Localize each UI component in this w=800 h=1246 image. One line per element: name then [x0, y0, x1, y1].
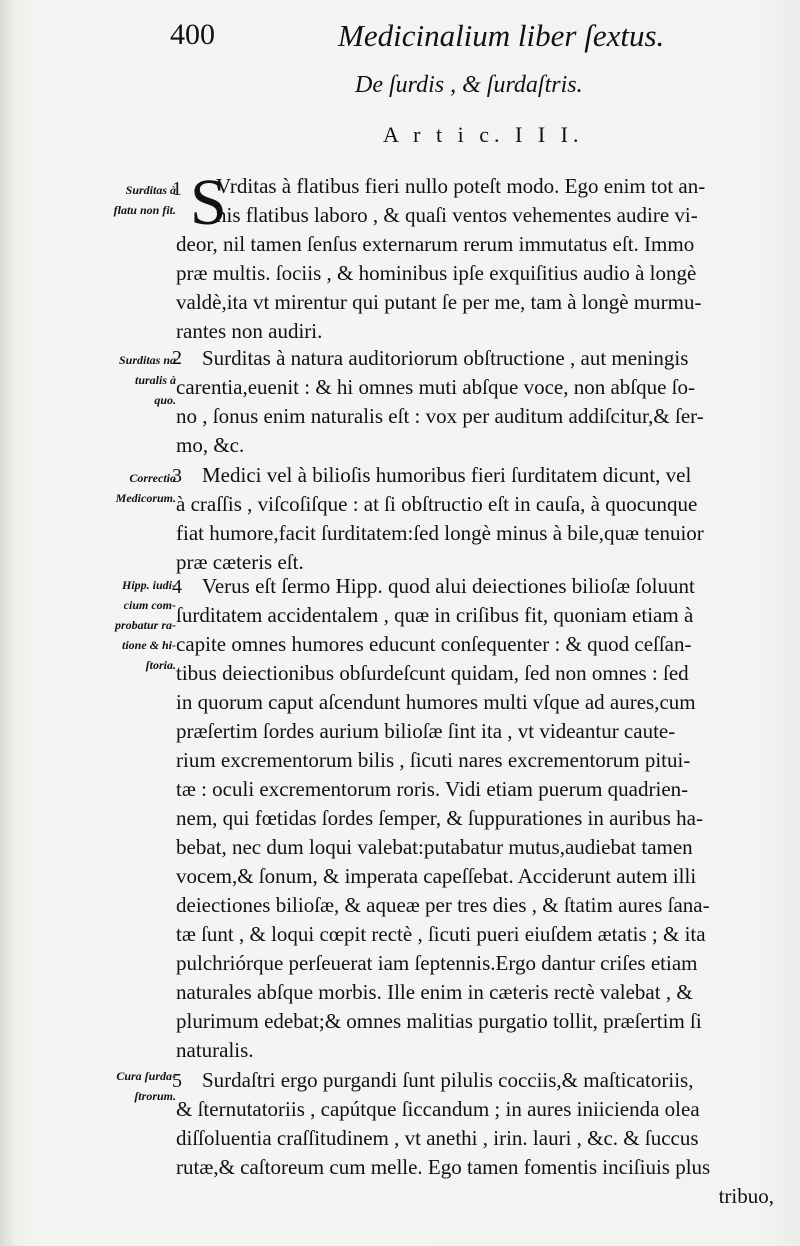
margin-note-2: [78, 350, 176, 410]
text-line: ſurditatem accidentalem , quæ in criſibus fit, quoniam etiam à: [176, 603, 694, 627]
article-label: A r t i c. I I I.: [383, 122, 584, 147]
running-title: Medicinalium liber ſextus.: [338, 18, 665, 53]
drop-cap: S: [190, 166, 227, 239]
margin-note-line: quo.: [154, 393, 176, 407]
text-line: nis flatibus laboro , & quaſi ventos vehementes audire vi-: [216, 203, 698, 227]
paragraph-4: [176, 572, 796, 1065]
text-line: à craſſis , viſcoſiſque : at ſi obſtructio eſt in cauſa, à quocunque: [176, 492, 698, 516]
paragraph-number-1: 1: [172, 178, 182, 200]
margin-note-line: Hipp. iudi-: [121, 578, 176, 592]
margin-note-line: Medicorum.: [115, 491, 176, 505]
text-line: capite omnes humores educunt conſequenter : & quod ceſſan-: [176, 632, 692, 656]
margin-note-line: tione & hi-: [121, 638, 176, 652]
text-line: valdè,ita vt mirentur qui putant ſe per me, tam à longè murmu-: [176, 290, 702, 314]
text-line: Medici vel à bilioſis humoribus fieri ſurditatem dicunt, vel: [202, 463, 692, 487]
paragraph-number-4: 4: [172, 576, 182, 598]
text-line: rantes non audiri.: [176, 319, 323, 343]
catchword: tribuo,: [718, 1184, 774, 1208]
margin-note-line: cium com-: [123, 598, 176, 612]
text-line: vocem,& ſonum, & imperata capeſſebat. Acciderunt autem illi: [176, 864, 697, 888]
margin-note-line: ſtrorum.: [134, 1089, 176, 1103]
text-line: in quorum caput aſcendunt humores multi vſque ad aures,cum: [176, 690, 696, 714]
text-line: Vrditas à flatibus fieri nullo poteſt modo. Ego enim tot an-: [216, 174, 706, 198]
margin-note-4: [78, 575, 176, 675]
text-line: præ cæteris eſt.: [176, 550, 304, 574]
text-line: Verus eſt ſermo Hipp. quod alui deiectiones bilioſæ ſoluunt: [202, 574, 695, 598]
text-line: rium excrementorum bilis , ſicuti nares excrementorum pitui-: [176, 748, 691, 772]
margin-note-3: [78, 468, 176, 508]
text-line: deiectiones bilioſæ, & aqueæ per tres dies , & ſtatim aures ſana-: [176, 893, 710, 917]
paragraph-number-5: 5: [172, 1070, 182, 1092]
text-line: tæ ſunt , & loqui cœpit rectè , ſicuti pueri eiuſdem ætatis ; & ita: [176, 922, 706, 946]
margin-note-line: Correctio: [129, 471, 176, 485]
text-line: præ multis. ſociis , & hominibus ipſe exquiſitius audio à longè: [176, 261, 697, 285]
margin-note-line: Surditas à: [125, 183, 176, 197]
text-line: bebat, nec dum loqui valebat:putabatur mutus,audiebat tamen: [176, 835, 693, 859]
margin-note-line: turalis à: [134, 373, 176, 387]
margin-note-line: Cura ſurda-: [116, 1069, 176, 1083]
text-line: no , ſonus enim naturalis eſt : vox per auditum addiſcitur,& ſer-: [176, 404, 704, 428]
text-line: nem, qui fœtidas ſordes ſemper, & ſuppurationes in auribus ha-: [176, 806, 703, 830]
text-line: Surdaſtri ergo purgandi ſunt pilulis cocciis,& maſticatoriis,: [202, 1068, 694, 1092]
section-title: De ſurdis , & ſurdaſtris.: [355, 72, 583, 98]
margin-note-line: ſtoria.: [145, 658, 176, 672]
text-line: pulchriórque perſeuerat iam ſeptennis.Ergo dantur criſes etiam: [176, 951, 698, 975]
paragraph-number-2: 2: [172, 347, 182, 369]
paragraph-2: [176, 344, 796, 460]
margin-note-5: [78, 1066, 176, 1106]
text-line: carentia,euenit : & hi omnes muti abſque voce, non abſque ſo-: [176, 375, 696, 399]
paragraph-1: [176, 166, 796, 346]
text-line: Surditas à natura auditoriorum obſtructione , aut meningis: [202, 346, 689, 370]
text-line: præſertim ſordes aurium bilioſæ ſint ita , vt videantur caute-: [176, 719, 676, 743]
paragraph-5: [176, 1066, 796, 1211]
paragraph-number-3: 3: [172, 465, 182, 487]
text-line: tæ : oculi excrementorum roris. Vidi etiam puerum quadrien-: [176, 777, 689, 801]
text-line: naturales abſque morbis. Ille enim in cæteris rectè valebat , &: [176, 980, 693, 1004]
text-line: tibus deiectionibus obſurdeſcunt quidam, ſed non omnes : ſed: [176, 661, 689, 685]
margin-note-1: [78, 180, 176, 220]
text-line: fiat humore,facit ſurditatem:ſed longè minus à bile,quæ tenuior: [176, 521, 704, 545]
margin-note-line: probatur ra-: [114, 618, 176, 632]
margin-note-line: flatu non fit.: [113, 203, 176, 217]
text-line: plurimum edebat;& omnes malitias purgatio tollit, præſertim ſi: [176, 1009, 702, 1033]
page-number: 400: [170, 18, 215, 51]
text-line: & ſternutatoriis , capútque ſiccandum ; in aures iniicienda olea: [176, 1097, 700, 1121]
text-line: naturalis.: [176, 1038, 254, 1062]
text-line: rutæ,& caſtoreum cum melle. Ego tamen fomentis inciſiuis plus: [176, 1155, 711, 1179]
text-line: deor, nil tamen ſenſus externarum rerum immutatus eſt. Immo: [176, 232, 695, 256]
text-line: mo, &c.: [176, 433, 245, 457]
paragraph-3: [176, 461, 796, 577]
text-line: diſſoluentia craſſitudinem , vt anethi , irin. lauri , &c. & ſuccus: [176, 1126, 699, 1150]
running-head: [170, 14, 665, 60]
margin-note-line: Surditas na: [118, 353, 176, 367]
